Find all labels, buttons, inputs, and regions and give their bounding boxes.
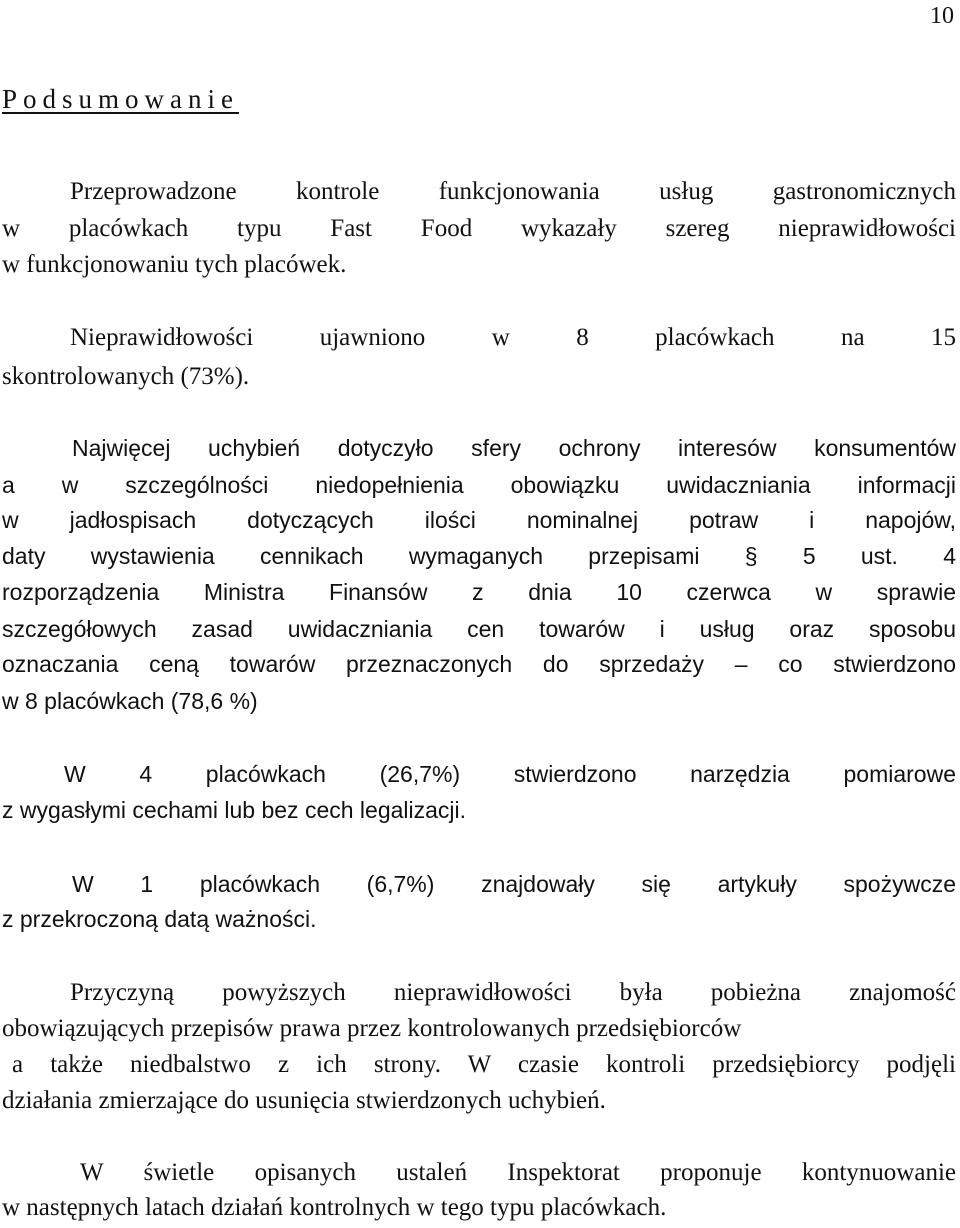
page-number: 10 xyxy=(930,3,954,29)
text-line: w 8 placówkach (78,6 %) xyxy=(2,688,258,714)
text-line: a także niedbalstwo z ich strony. W czasie kontroli przedsiębiorcy podjęli xyxy=(12,1051,956,1078)
text-line: Najwięcej uchybień dotyczyło sfery ochrony interesów konsumentów xyxy=(72,435,956,461)
page-title: Podsumowanie xyxy=(2,84,239,114)
text-line: w placówkach typu Fast Food wykazały szereg nieprawidłowości xyxy=(2,215,956,242)
text-line: Przeprowadzone kontrole funkcjonowania usług gastronomicznych xyxy=(70,178,956,205)
text-line: daty wystawienia cennikach wymaganych przepisami § 5 ust. 4 xyxy=(2,543,956,569)
text-line: działania zmierzające do usunięcia stwierdzonych uchybień. xyxy=(2,1087,606,1114)
text-line: Nieprawidłowości ujawniono w 8 placówkach na 15 xyxy=(70,324,956,351)
text-line: W 1 placówkach (6,7%) znajdowały się artykuły spożywcze xyxy=(72,871,956,897)
text-line: skontrolowanych (73%). xyxy=(2,363,250,390)
text-line: w jadłospisach dotyczących ilości nominalnej potraw i napojów, xyxy=(2,507,956,533)
text-line: W świetle opisanych ustaleń Inspektorat proponuje kontynuowanie xyxy=(80,1159,956,1186)
text-line: w następnych latach działań kontrolnych w tego typu placówkach. xyxy=(2,1194,667,1221)
text-line: oznaczania ceną towarów przeznaczonych do sprzedaży – co stwierdzono xyxy=(2,651,956,677)
text-line: obowiązujących przepisów prawa przez kontrolowanych przedsiębiorców xyxy=(2,1015,742,1042)
text-line: a w szczególności niedopełnienia obowiązku uwidaczniania informacji xyxy=(2,472,956,498)
text-line: W 4 placówkach (26,7%) stwierdzono narzędzia pomiarowe xyxy=(64,761,956,787)
text-line: szczegółowych zasad uwidaczniania cen towarów i usług oraz sposobu xyxy=(2,616,956,642)
text-line: Przyczyną powyższych nieprawidłowości była pobieżna znajomość xyxy=(70,979,956,1006)
text-line: w funkcjonowaniu tych placówek. xyxy=(2,251,347,278)
text-line: rozporządzenia Ministra Finansów z dnia 10 czerwca w sprawie xyxy=(2,579,956,605)
text-line: z wygasłymi cechami lub bez cech legalizacji. xyxy=(2,797,467,823)
text-line: z przekroczoną datą ważności. xyxy=(2,906,317,932)
